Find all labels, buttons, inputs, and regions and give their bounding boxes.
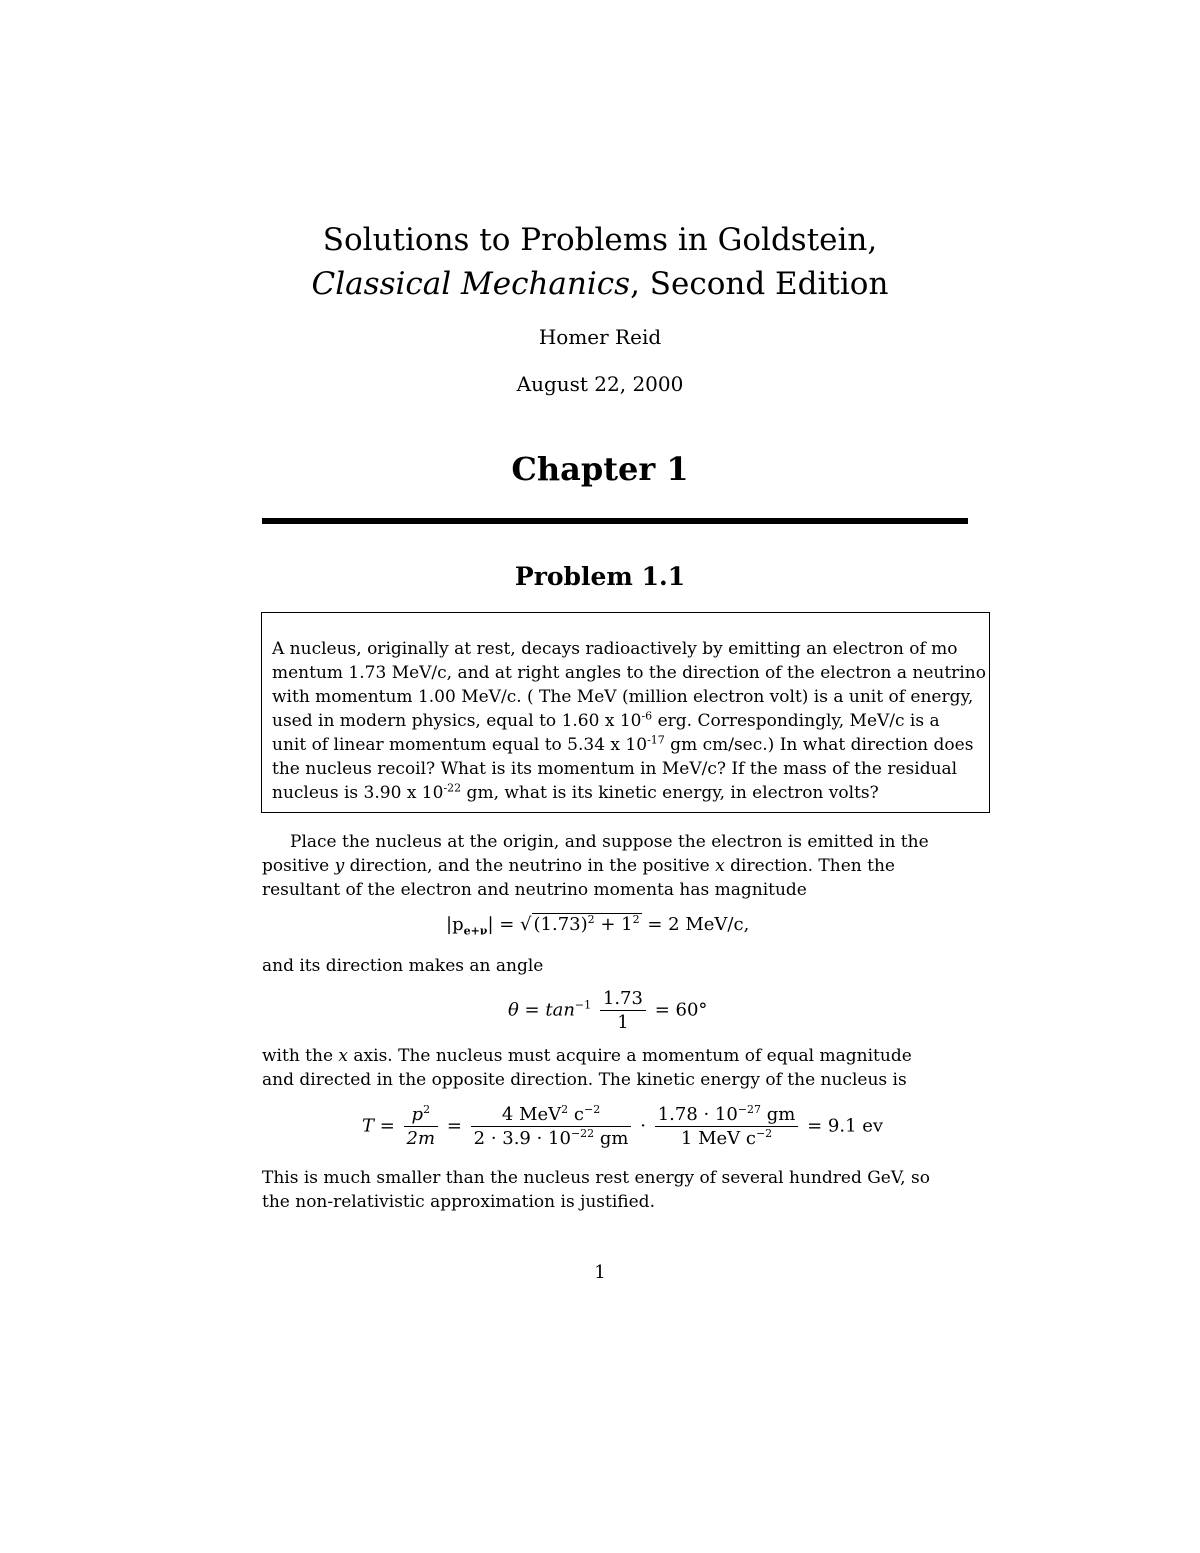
book-title: Classical Mechanics (311, 266, 631, 302)
statement-line: nucleus is 3.90 x $10^{-22}$ gm, what is its kinetic energy, in electron volts? (272, 781, 879, 803)
equation-angle: $\theta = \tan^{-1}$ $\frac{1.73}{1}$ = 60° (508, 988, 708, 1033)
statement-line: the nucleus recoil? What is its momentum in MeV/c? If the mass of the residual (272, 759, 958, 779)
problem-heading: Problem 1.1 (514, 562, 686, 591)
solution-paragraph-3: with the x axis. The nucleus must acquire a momentum of equal magnitude and directed in the opposite direction. The kinetic energy of the nucleus is (262, 1046, 912, 1090)
statement-line: with momentum 1.00 MeV/c. ( The MeV (million electron volt) is a unit of energy, (272, 687, 974, 707)
document-title-line2 (0, 262, 1200, 306)
page-number: 1 (594, 1262, 606, 1283)
equation-kinetic-energy: T = $\frac{p^2}{2m}$ = $\frac{4 MeV^2 c^{-2}}{2 \cdot 3.9 \cdot 10^{-22} gm}$ · $\frac{1.78 \cdot 10^{-27} gm}{1 MeV c^{-2}}$ = 9.1 ev (362, 1103, 884, 1149)
chapter-rule (262, 518, 968, 524)
solution-paragraph-1: Place the nucleus at the origin, and suppose the electron is emitted in the positive y direction, and the neutrino in the positive x direction. Then the resultant of the electron and neutrino momenta has magnitude (262, 832, 929, 900)
solution-paragraph-4: This is much smaller than the nucleus rest energy of several hundred GeV, so the non-relativistic approximation is justified. (262, 1168, 930, 1212)
problem-statement (272, 637, 986, 805)
statement-line: unit of linear momentum equal to 5.34 x $10^{-17}$ gm cm/sec.) In what direction does (272, 733, 974, 755)
solution-paragraph-2: and its direction makes an angle (262, 956, 544, 976)
statement-line: A nucleus, originally at rest, decays radioactively by emitting an electron of mo (272, 639, 958, 659)
edition-text: , Second Edition (630, 266, 889, 302)
chapter-heading: Chapter 1 (511, 450, 689, 488)
statement-line: mentum 1.73 MeV/c, and at right angles to the direction of the electron a neutrino (272, 663, 986, 683)
statement-line: used in modern physics, equal to 1.60 x $10^{-6}$ erg. Correspondingly, MeV/c is a (272, 709, 940, 731)
author: Homer Reid (538, 325, 662, 349)
date: August 22, 2000 (516, 372, 684, 396)
document-title-line1: Solutions to Problems in Goldstein, (322, 222, 878, 258)
equation-momentum-magnitude: $|p_{e+\nu}|$ = √ $(1.73)^2 + 1^2 = 2$ MeV/c, (446, 913, 750, 938)
